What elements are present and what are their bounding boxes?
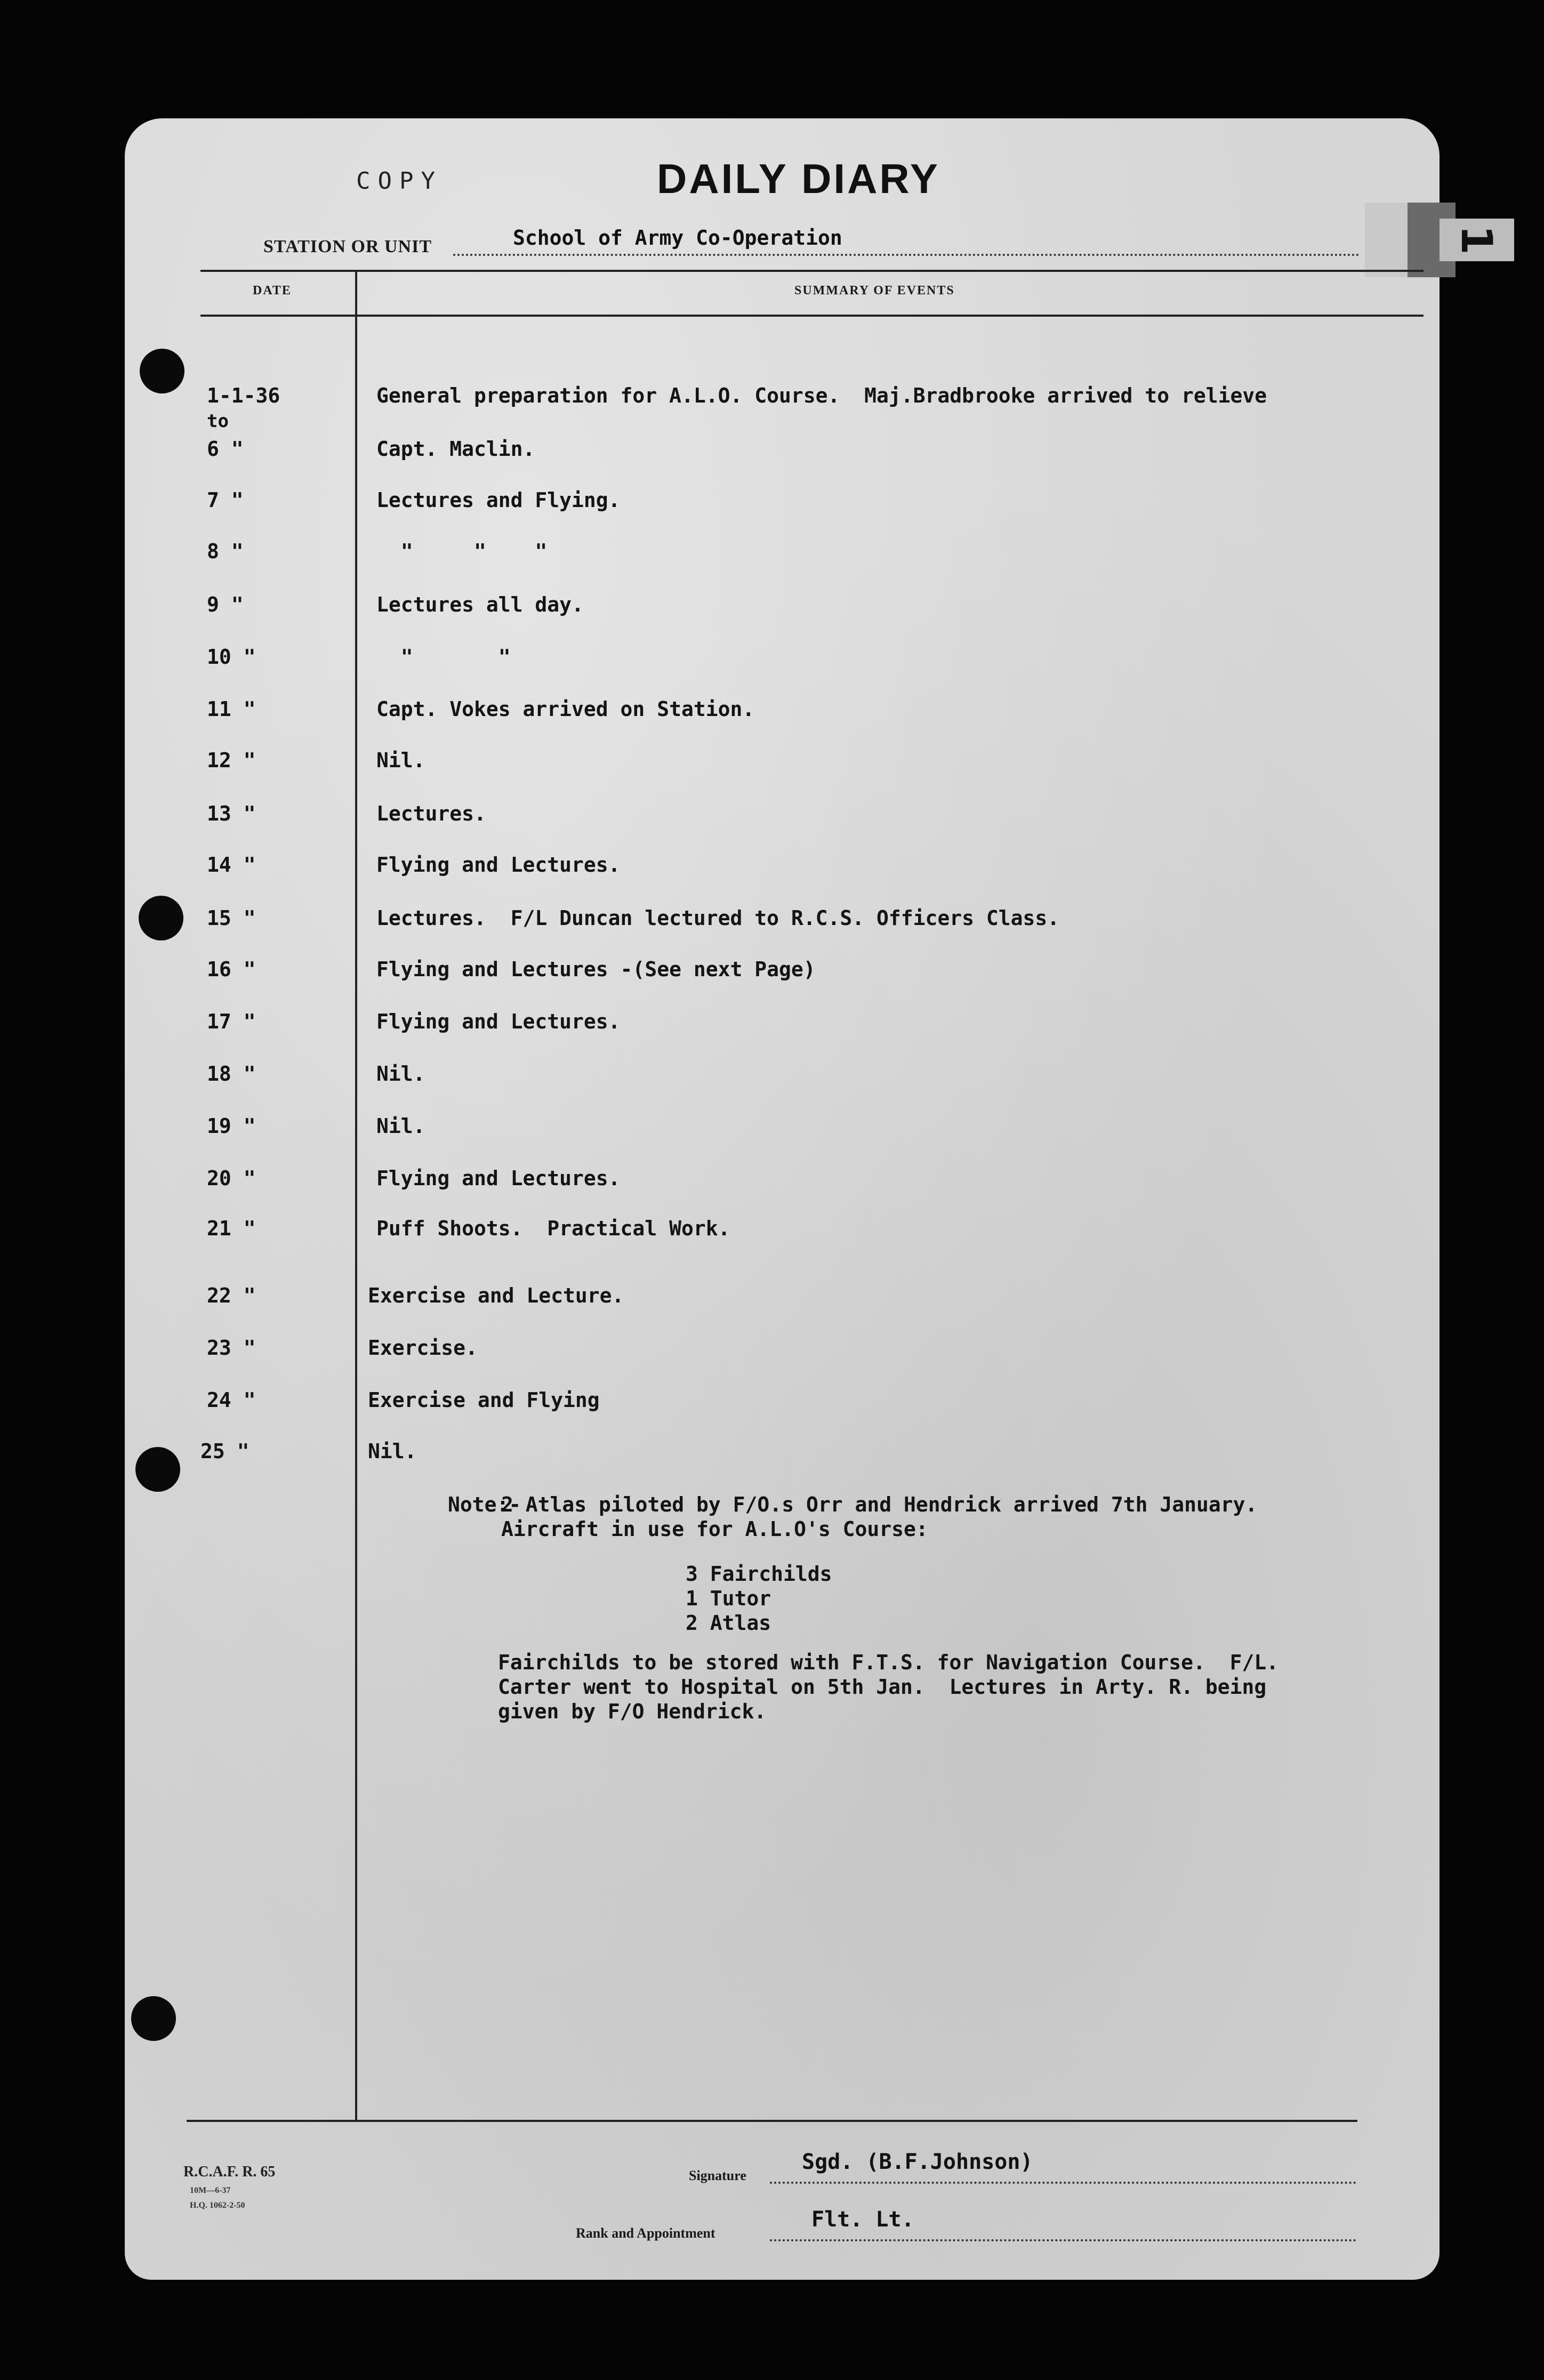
entry-date: 23 " [207,1336,256,1360]
note-line: Carter went to Hospital on 5th Jan. Lectures in Arty. R. being [498,1675,1267,1699]
diary-entry-row [0,1284,1544,1312]
signature-dotted-line [770,2182,1356,2184]
note-label: Note:- [448,1493,521,1516]
entry-event: Nil. [368,1440,417,1463]
entry-date: 20 " [207,1167,256,1190]
copy-label: COPY [356,167,443,195]
entry-date: 13 " [207,802,256,825]
diary-entry-row [0,1440,1544,1467]
signature-value: Sgd. (B.F.Johnson) [802,2150,1033,2174]
entry-event: Flying and Lectures. [376,1010,621,1033]
note-line: given by F/O Hendrick. [498,1700,767,1723]
diary-entry-row [0,540,1544,567]
diary-entry-row [0,1217,1544,1244]
note-line: Aircraft in use for A.L.O's Course: [501,1517,928,1541]
diary-entry-row [0,958,1544,985]
signature-label: Signature [689,2168,746,2183]
entry-event: Nil. [376,749,425,772]
entry-event: Lectures. F/L Duncan lectured to R.C.S. Officers Class. [376,906,1060,930]
entry-date: 14 " [207,853,256,877]
diary-entry-row [0,802,1544,830]
entry-date: 24 " [207,1388,256,1412]
entry-event: " " " [376,540,548,563]
station-label: STATION OR UNIT [263,237,432,256]
table-bottom-rule [187,2120,1357,2122]
entry-date: 12 " [207,749,256,772]
diary-entry-row [0,749,1544,776]
rank-dotted-line [770,2239,1356,2241]
entry-event: Lectures and Flying. [376,488,621,512]
header-rule-bottom [200,315,1424,317]
entry-event: Flying and Lectures -(See next Page) [376,958,816,981]
entry-event: Lectures all day. [376,593,584,616]
entry-date: 7 " [207,488,244,512]
entry-event: Flying and Lectures. [376,853,621,877]
entry-event: Flying and Lectures. [376,1167,621,1190]
entry-event: Nil. [376,1062,425,1086]
punch-hole [131,1996,176,2041]
station-value: School of Army Co-Operation [513,226,842,250]
date-range-to: to [207,411,229,432]
entry-date: 19 " [207,1114,256,1138]
form-file-ref: H.Q. 1062-2-50 [190,2201,245,2210]
diary-entry-row [0,593,1544,621]
page-title: DAILY DIARY [657,155,940,202]
entry-event: Exercise. [368,1336,478,1360]
entry-date: 25 " [200,1440,250,1463]
entry-date: 8 " [207,540,244,563]
tab-edge [1365,203,1408,277]
diary-entry-row [0,645,1544,673]
rank-value: Flt. Lt. [811,2207,914,2232]
entry-event: Puff Shoots. Practical Work. [376,1217,730,1240]
entry-date: 21 " [207,1217,256,1240]
page-tab [1365,203,1502,277]
entry-event: General preparation for A.L.O. Course. Maj.Bradbrooke arrived to relieve [376,384,1267,407]
entry-event: Exercise and Flying [368,1388,600,1412]
entry-date: 9 " [207,593,244,616]
diary-entry-row [0,437,1544,465]
entry-event: Capt. Maclin. [376,437,535,461]
entry-date: 17 " [207,1010,256,1033]
form-print-run: 10M—6-37 [190,2186,231,2195]
diary-entry-row [0,1114,1544,1142]
entry-date: 11 " [207,697,256,721]
date-column-header: DATE [253,284,292,298]
diary-entry-row [0,1167,1544,1194]
station-dotted-line [453,254,1360,256]
diary-entry-row [0,906,1544,934]
diary-entry-row [0,488,1544,516]
summary-column-header: SUMMARY OF EVENTS [794,284,955,298]
note-line: 2 Atlas piloted by F/O.s Orr and Hendrick arrived 7th January. [501,1493,1258,1516]
entry-date: 22 " [207,1284,256,1307]
entry-date: 16 " [207,958,256,981]
entry-event: Lectures. [376,802,486,825]
tab-number: 1 [1440,219,1514,261]
entry-event: Exercise and Lecture. [368,1284,624,1307]
entry-event: Nil. [376,1114,425,1138]
entry-date: 1-1-36 [207,384,280,407]
diary-entry-row [0,697,1544,725]
entry-date: 15 " [207,906,256,930]
aircraft-item: 1 Tutor [686,1587,771,1610]
entry-event: " " [376,645,511,669]
entry-date: 18 " [207,1062,256,1086]
entry-date: 6 " [207,437,244,461]
diary-entry-row [0,1010,1544,1038]
diary-entry-row [0,853,1544,881]
diary-entry-row [0,384,1544,412]
diary-entry-row [0,1336,1544,1364]
note-line: Fairchilds to be stored with F.T.S. for Navigation Course. F/L. [498,1651,1279,1674]
diary-entry-row [0,1062,1544,1090]
diary-entry-row [0,1388,1544,1416]
rank-label: Rank and Appointment [576,2225,715,2241]
entry-event: Capt. Vokes arrived on Station. [376,697,755,721]
form-code: R.C.A.F. R. 65 [183,2164,276,2180]
aircraft-item: 2 Atlas [686,1611,771,1635]
header-rule-top [200,270,1424,272]
aircraft-item: 3 Fairchilds [686,1562,832,1586]
entry-date: 10 " [207,645,256,669]
